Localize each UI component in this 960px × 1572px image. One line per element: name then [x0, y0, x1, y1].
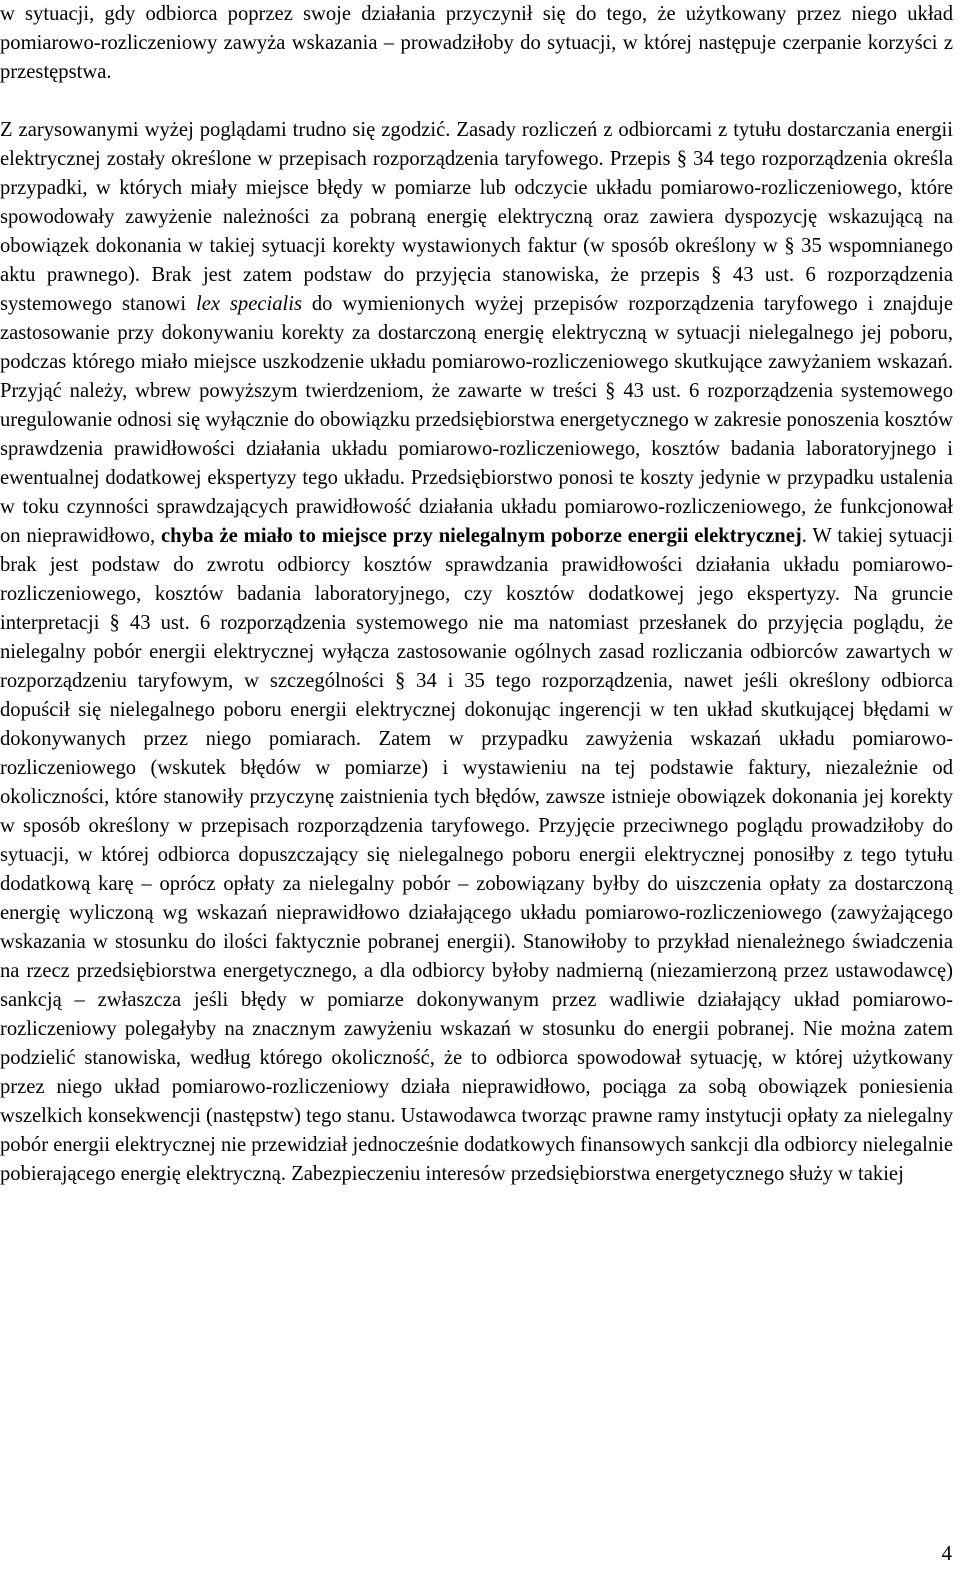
paragraph-continuation — [0, 0, 953, 87]
page-number: 4 — [941, 1541, 952, 1565]
bold-emphasis: chyba że miało to miejsce przy nielegalnym poborze energii elektrycznej — [161, 525, 802, 547]
paragraph-text-part1: Z zarysowanymi wyżej poglądami trudno się zgodzić. Zasady rozliczeń z odbiorcami z tytułu dostarczania energii elektrycznej zostały określone w przepisach rozporządzenia taryfowego. Przepis § 34 tego rozporządzenia określa przypadki, w których miały miejsce błędy w pomiarze lub odczycie układu pomiarowo-rozliczeniowego, które spowodowały zawyżenie należności za pobraną energię elektryczną oraz zawiera dyspozycję wskazującą na obowiązek dokonania w takiej sytuacji korekty wystawionych faktur (w sposób określony w § 35 wspomnianego aktu prawnego). Brak jest zatem podstaw do przyjęcia stanowiska, że przepis § 43 ust. 6 rozporządzenia systemowego stanowi — [0, 119, 953, 315]
paragraph-main — [0, 116, 953, 1189]
paragraph-text-part3: . W takiej sytuacji brak jest podstaw do zwrotu odbiorcy kosztów sprawdzania prawidłowości działania układu pomiarowo-rozliczeniowego, kosztów badania laboratoryjnego, czy kosztów dodatkowej jego ekspertyzy. Na gruncie interpretacji § 43 ust. 6 rozporządzenia systemowego nie ma natomiast przesłanek do przyjęcia poglądu, że nielegalny pobór energii elektrycznej wyłącza zastosowanie ogólnych zasad rozliczania odbiorców zawartych w rozporządzeniu taryfowym, w szczególności § 34 i 35 tego rozporządzenia, nawet jeśli określony odbiorca dopuścił się nielegalnego poboru energii elektrycznej dokonując ingerencji w ten układ skutkującej błędami w dokonywanych przez niego pomiarach. Zatem w przypadku zawyżenia wskazań układu pomiarowo-rozliczeniowego (wskutek błędów w pomiarze) i wystawieniu na tej podstawie faktury, niezależnie od okoliczności, które stanowiły przyczynę zaistnienia tych błędów, zawsze istnieje obowiązek dokonania jej korekty w sposób określony w przepisach rozporządzenia taryfowego. Przyjęcie przeciwnego poglądu prowadziłoby do sytuacji, w której odbiorca dopuszczający się nielegalnego poboru energii elektrycznej ponosiłby z tego tytułu dodatkową karę – oprócz opłaty za nielegalny pobór – zobowiązany byłby do uiszczenia opłaty za dostarczoną energię wyliczoną wg wskazań nieprawidłowo działającego układu pomiarowo-rozliczeniowego (zawyżającego wskazania w stosunku do ilości faktycznie pobranej energii). Stanowiłoby to przykład nienależnego świadczenia na rzecz przedsiębiorstwa energetycznego, a dla odbiorcy byłoby nadmierną (niezamierzoną przez ustawodawcę) sankcją – zwłaszcza jeśli błędy w pomiarze dokonywanym przez wadliwie działający układ pomiarowo-rozliczeniowy polegałyby na znacznym zawyżeniu wskazań w stosunku do energii pobranej. Nie można zatem podzielić stanowiska, według którego okoliczność, że to odbiorca spowodował sytuację, w której użytkowany przez niego układ pomiarowo-rozliczeniowy działa nieprawidłowo, pociąga za sobą obowiązek poniesienia wszelkich konsekwencji (następstw) tego stanu. Ustawodawca tworząc prawne ramy instytucji opłaty za nielegalny pobór energii elektrycznej nie przewidział jednocześnie dodatkowych finansowych sankcji dla odbiorcy nielegalnie pobierającego energię elektryczną. Zabezpieczeniu interesów przedsiębiorstwa energetycznego służy w takiej — [0, 525, 953, 1185]
paragraph-text: w sytuacji, gdy odbiorca poprzez swoje działania przyczynił się do tego, że użytkowany przez niego układ pomiarowo-rozliczeniowy zawyża wskazania – prowadziłoby do sytuacji, w której następuje czerpanie korzyści z przestępstwa. — [0, 3, 953, 83]
italic-term: lex specialis — [195, 293, 302, 315]
paragraph-text-part2: do wymienionych wyżej przepisów rozporządzenia taryfowego i znajduje zastosowanie przy dokonywaniu korekty za dostarczoną energię elektryczną w sytuacji nielegalnego jej poboru, podczas którego miało miejsce uszkodzenie układu pomiarowo-rozliczeniowego skutkujące zawyżaniem wskazań. Przyjąć należy, wbrew powyższym twierdzeniom, że zawarte w treści § 43 ust. 6 rozporządzenia systemowego uregulowanie odnosi się wyłącznie do obowiązku przedsiębiorstwa energetycznego w zakresie ponoszenia kosztów sprawdzenia prawidłowości działania układu pomiarowo-rozliczeniowego, kosztów badania laboratoryjnego i ewentualnej dodatkowej ekspertyzy tego układu. Przedsiębiorstwo ponosi te koszty jedynie w przypadku ustalenia w toku czynności sprawdzających prawidłowość działania układu pomiarowo-rozliczeniowego, że funkcjonował on nieprawidłowo, — [0, 293, 953, 547]
